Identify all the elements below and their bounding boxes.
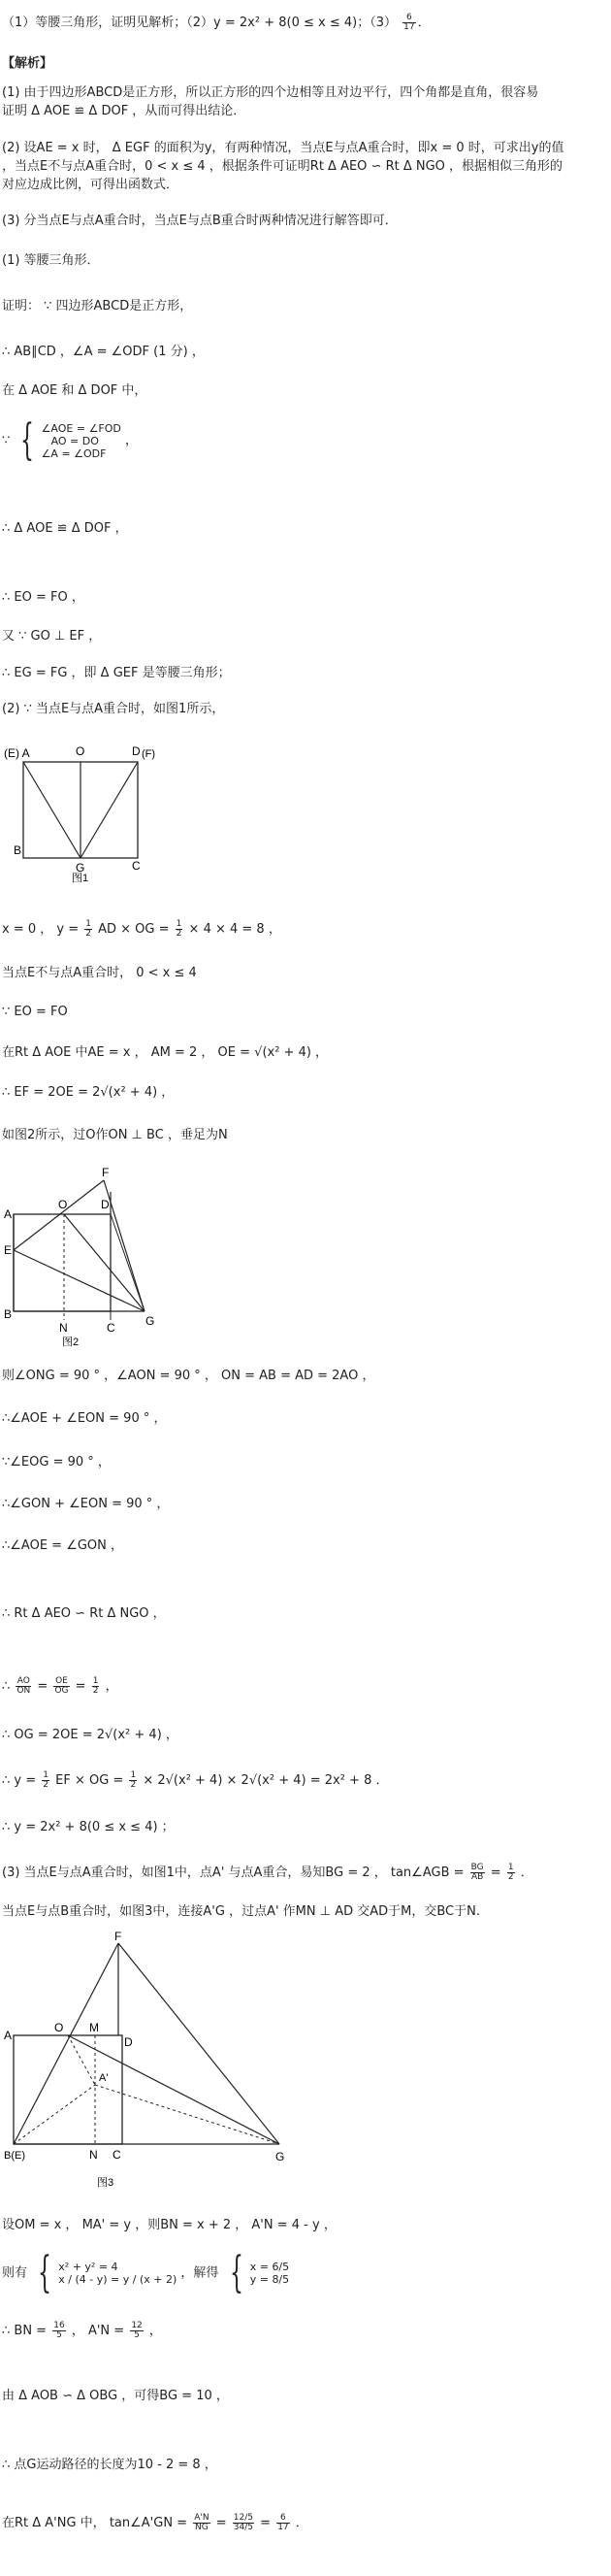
segment-eg	[14, 1250, 145, 1311]
solution-2-line: ∵∠EOG = 90 ° ，	[2, 1455, 111, 1470]
segment-ef	[14, 1180, 104, 1250]
label-m: M	[89, 2021, 99, 2034]
figure-2	[4, 1165, 169, 1349]
square-abcd	[14, 1214, 111, 1311]
solution-1-proof: 证明： ∵ 四边形ABCD是正方形，	[2, 299, 193, 314]
solution-3-line: (3) 当点E与点A重合时，如图1中，点A' 与点A重合，易知BG = 2 ， tan∠AGB = $\frac{BG}{AB}$ = $\frac{1}{2}$ ．	[2, 1863, 533, 1882]
solution-2-line: 在Rt Δ AOE 中AE = x ， AM = 2 ， OE = √(x² + 4) ，	[2, 1045, 329, 1060]
solution-2-line: ∴ Rt Δ AEO ∽ Rt Δ NGO ，	[2, 1606, 166, 1621]
brace-icon: {	[20, 415, 35, 465]
solution-1-line: 在 Δ AOE 和 Δ DOF 中，	[2, 383, 147, 398]
solution-1-line: ∴ EG = FG ，即 Δ GEF 是等腰三角形；	[2, 666, 231, 680]
solution-2-line: ∴ EF = 2OE = 2√(x² + 4) ，	[2, 1085, 175, 1100]
solution-3-line: 由 Δ AOB ∽ Δ OBG ，可得BG = 10 ，	[2, 2389, 229, 2403]
label-n: N	[89, 2148, 98, 2162]
solution-1-line: 又 ∵ GO ⊥ EF ，	[2, 629, 102, 644]
brace-icon: {	[38, 2248, 52, 2297]
solution-3-final: 在Rt Δ A'NG 中， tan∠A'GN = $\frac{A'N}{NG}$ = $\frac{12/5}{34/5}$ = $\frac{6}{17}$ ．	[2, 2513, 308, 2532]
label-e: E	[4, 1243, 13, 1257]
answer-fraction: $\frac{6}{17}$	[403, 13, 415, 32]
figure-3	[4, 1932, 295, 2194]
segment-eg	[23, 762, 80, 858]
label-b: B	[4, 1307, 13, 1321]
solution-2-line: 当点E不与点A重合时， 0 < x ≤ 4	[2, 966, 197, 980]
solution-2-area: ∴ y = $\frac{1}{2}$ EF × OG = $\frac{1}{2}$ × 2√(x² + 4) × 2√(x² + 4) = 2x² + 8 ．	[2, 1770, 389, 1790]
label-f: F	[114, 1930, 122, 1943]
label-a-prime: A'	[99, 2072, 109, 2084]
segment-ef	[14, 1943, 118, 2144]
segment-og	[64, 1214, 145, 1311]
analysis-p2-line2: ，当点E不与点A重合时，0 < x ≤ 4 ，根据条件可证明Rt Δ AEO ∽ Rt Δ NGO ，根据相似三角形的	[2, 159, 563, 174]
solution-2-line: 如图2所示，过O作ON ⊥ BC ，垂足为N	[2, 1128, 228, 1142]
label-a: A	[4, 2029, 13, 2042]
solution-3-line: 当点E与点B重合时，如图3中，连接A'G ，过点A' 作MN ⊥ AD 交AD于M，交BC于N.	[2, 1904, 480, 1919]
solution-2-line: x = 0 ， y = $\frac{1}{2}$ AD × OG = $\frac{1}{2}$ × 4 × 4 = 8 ，	[2, 919, 281, 939]
label-d: D	[124, 2035, 133, 2049]
label-d: D	[132, 744, 141, 758]
solution-1-line: ∴ AB∥CD ，∠A = ∠ODF (1 分) ，	[2, 345, 205, 359]
solution-2-line: ∴ OG = 2OE = 2√(x² + 4) ，	[2, 1728, 178, 1742]
figure-1-caption: 图1	[72, 873, 89, 884]
analysis-p2-line1: (2) 设AE = x 时， Δ EGF 的面积为y，有两种情况，当点E与点A重合时，即x = 0 时，可求出y的值	[2, 141, 564, 155]
label-o: O	[58, 1198, 68, 1211]
label-g: G	[76, 861, 85, 875]
answer-line: （1）等腰三角形，证明见解析；（2）y = 2x² + 8(0 ≤ x ≤ 4)；（3） $\frac{6}{17}$ ．	[2, 13, 431, 32]
label-c: C	[107, 1321, 115, 1335]
solution-1-line: ∴ EO = FO ，	[2, 590, 84, 605]
solution-1-system: ∵ { ∠AOE = ∠FOD AO = DO ∠A = ∠ODF ，	[2, 415, 139, 465]
solution-2-line: ∴∠AOE + ∠EON = 90 ° ，	[2, 1411, 167, 1426]
analysis-p1-line2: 证明 Δ AOE ≌ Δ DOF ，从而可得出结论．	[2, 104, 246, 118]
segment-fg	[104, 1180, 145, 1311]
solution-1-line: ∴ Δ AOE ≌ Δ DOF ，	[2, 521, 128, 536]
label-d: D	[101, 1198, 110, 1211]
solution-3-line: ∴ 点G运动路径的长度为10 - 2 = 8 ，	[2, 2458, 217, 2472]
analysis-p2-line3: 对应边成比例，可得出函数式．	[2, 178, 179, 192]
solution-3-line: ∴ BN = $\frac{16}{5}$ ， A'N = $\frac{12}{5}$ ，	[2, 2321, 162, 2340]
solution-2-line: ∴∠AOE = ∠GON ，	[2, 1538, 124, 1553]
square-abcd	[14, 2035, 122, 2144]
segment-fg	[80, 762, 138, 858]
figure-3-caption: 图3	[97, 2177, 114, 2189]
segment-fg	[118, 1943, 279, 2144]
label-b: B	[14, 843, 22, 857]
solution-2-line: ∵ EO = FO	[2, 1005, 68, 1019]
label-o: O	[76, 744, 85, 758]
label-g: G	[275, 2150, 285, 2163]
segment-og	[68, 2035, 279, 2144]
label-a: A	[4, 1207, 13, 1221]
solution-2-line: (2) ∵ 当点E与点A重合时，如图1所示，	[2, 702, 225, 716]
label-c: C	[132, 859, 141, 873]
figure-2-caption: 图2	[62, 1337, 80, 1348]
segment-ba-dashed	[14, 2085, 95, 2144]
solution-2-line: 则∠ONG = 90 ° ，∠AON = 90 ° ， ON = AB = AD = 2AO ，	[2, 1369, 375, 1383]
analysis-p3-line1: (3) 分当点E与点A重合时，当点E与点B重合时两种情况进行解答即可．	[2, 214, 398, 228]
solution-3-line: 设OM = x ， MA' = y ，则BN = x + 2 ， A'N = 4 - y ，	[2, 2218, 337, 2232]
figure-1	[4, 734, 156, 884]
label-ea: (E) A	[4, 746, 30, 760]
label-g: G	[145, 1314, 155, 1328]
label-n: N	[59, 1321, 68, 1335]
solution-2-line: ∴ y = 2x² + 8(0 ≤ x ≤ 4) ；	[2, 1820, 175, 1834]
label-o: O	[54, 2021, 64, 2034]
solution-2-line: ∴∠GON + ∠EON = 90 ° ，	[2, 1497, 170, 1511]
solution-3-system: 则有 { x² + y² = 4 x / (4 - y) = y / (x + 2) ，解得 { x = 6/5 y = 8/5	[2, 2248, 290, 2297]
label-c: C	[113, 2148, 121, 2162]
solution-1-heading: (1) 等腰三角形．	[2, 253, 100, 268]
label-f: (F)	[142, 748, 156, 760]
label-f: F	[102, 1166, 110, 1179]
brace-icon: {	[229, 2248, 243, 2297]
analysis-title: 【解析】	[2, 56, 53, 71]
analysis-p1-line1: (1) 由于四边形ABCD是正方形，所以正方形的四个边相等且对边平行，四个角都是直角，很容易	[2, 85, 539, 100]
label-be: B(E)	[4, 2150, 25, 2162]
solution-2-ratio: ∴ $\frac{AO}{ON}$ = $\frac{OE}{OG}$ = $\frac{1}{2}$ ，	[2, 1676, 118, 1696]
